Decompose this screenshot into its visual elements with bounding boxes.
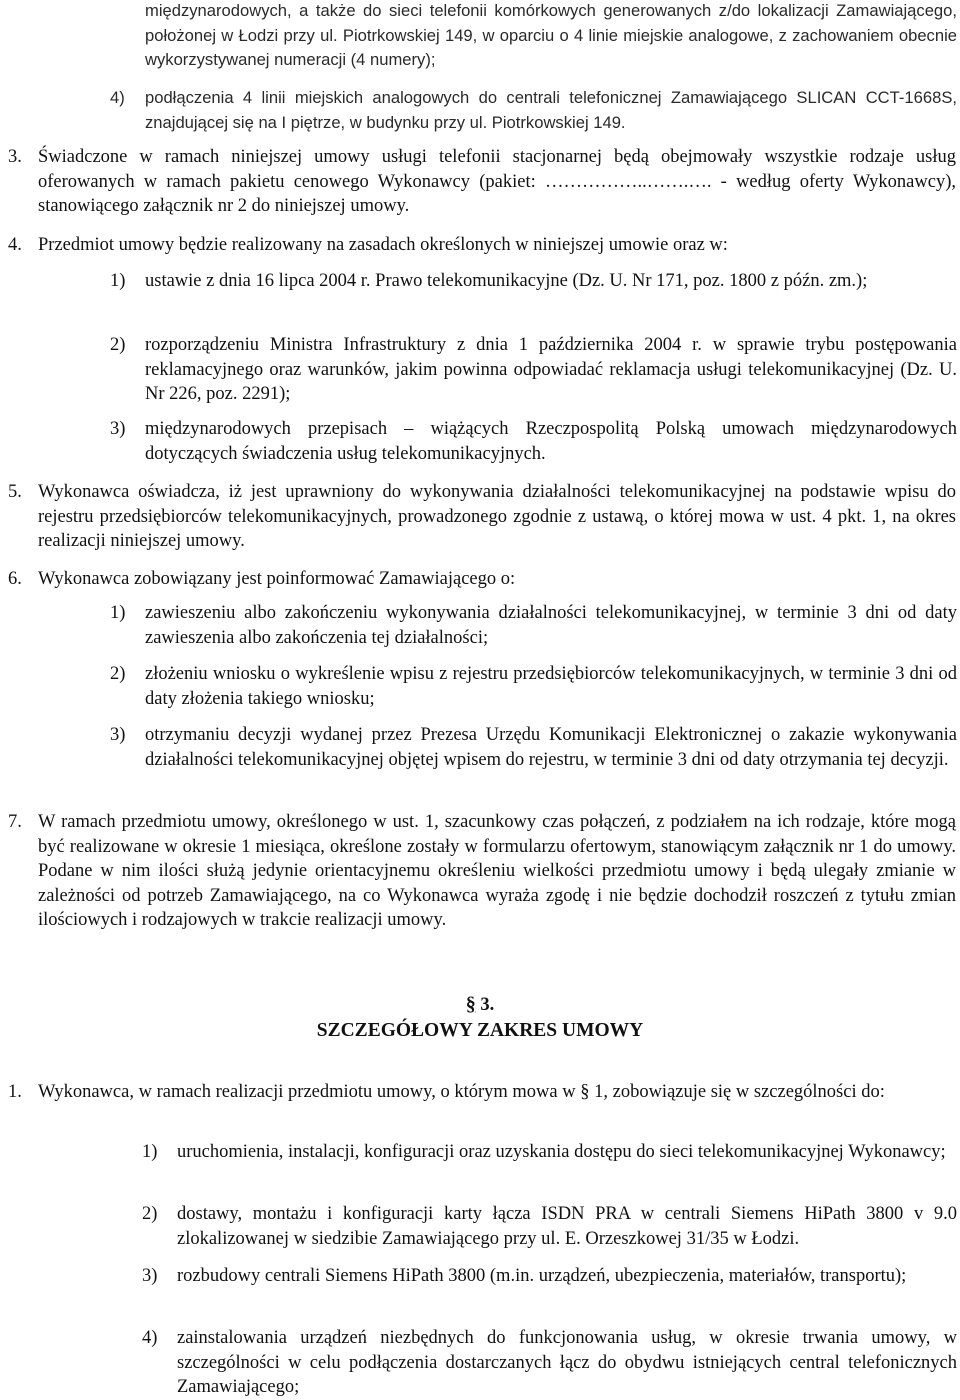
list-item-continuation: międzynarodowych, a także do sieci telefonii komórkowych generowanych z/do lokalizacji Zamawiającego, położonej w Łodzi przy ul. Piotrkowskiej 149, w oparciu o 4 linie miejskie analogowe, z zachowaniem obecnie wykorzystywanej numeracji (4 numery);: [145, 1, 957, 69]
section-number: 3.: [480, 995, 495, 1015]
list-item-number: 3): [142, 1266, 158, 1286]
list-item-text: zawieszeniu albo zakończeniu wykonywania działalności telekomunikacyjnej, w terminie 3 dni od daty zawieszenia albo zakończenia tej działalności;: [145, 603, 957, 648]
paragraph-number: 4.: [8, 235, 22, 255]
list-item-number: 1): [110, 603, 126, 623]
list-item-text: zainstalowania urządzeń niezbędnych do funkcjonowania usług, w okresie trwania umowy, w szczególności w celu podłączenia dostarczanych łącz do obydwu istniejących central telefonicznych Zamawiającego;: [177, 1328, 957, 1397]
list-item-number: 1): [142, 1142, 158, 1162]
list-item-text: uruchomienia, instalacji, konfiguracji oraz uzyskania dostępu do sieci telekomunikacyjnej Wykonawcy;: [177, 1142, 946, 1162]
paragraph-text: Wykonawca zobowiązany jest poinformować Zamawiającego o:: [38, 569, 516, 589]
list-item-text: dostawy, montażu i konfiguracji karty łącza ISDN PRA w centrali Siemens HiPath 3800 v 9.0 zlokalizowanej w siedzibie Zamawiającego przy ul. E. Orzeszkowej 31/35 w Łodzi.: [177, 1204, 957, 1249]
list-item-number: 3): [110, 419, 126, 439]
list-item-text: ustawie z dnia 16 lipca 2004 r. Prawo telekomunikacyjne (Dz. U. Nr 171, poz. 1800 z późn. zm.);: [145, 271, 868, 291]
paragraph-text: Świadczone w ramach niniejszej umowy usługi telefonii stacjonarnej będą obejmowały wszystkie rodzaje usług oferowanych w ramach pakietu cenowego Wykonawcy (pakiet: ……………..…….…. - według oferty Wykonawcy), stanowiącego załącznik nr 2 do niniejszej umowy.: [38, 147, 956, 216]
list-item-number: 1): [110, 271, 126, 291]
paragraph-number: 7.: [8, 812, 22, 832]
list-item-number: 2): [110, 664, 126, 684]
paragraph-number: 3.: [8, 147, 22, 167]
list-item-number: 4): [142, 1328, 158, 1348]
list-item-text: rozporządzeniu Ministra Infrastruktury z dnia 1 października 2004 r. w sprawie trybu postępowania reklamacyjnego oraz warunków, jakim powinna odpowiadać reklamacja usługi telekomunikacyjnej (Dz. U. Nr 226, poz. 2291);: [145, 335, 957, 404]
list-item-number: 4): [110, 88, 125, 107]
paragraph-text: Wykonawca oświadcza, iż jest uprawniony do wykonywania działalności telekomunikacyjnej na podstawie wpisu do rejestru przedsiębiorców telekomunikacyjnych, prowadzonego zgodnie z ustawą, o której mowa w ust. 4 pkt. 1, na okres realizacji niniejszej umowy.: [38, 482, 956, 551]
paragraph-text: W ramach przedmiotu umowy, określonego w ust. 1, szacunkowy czas połączeń, z podziałem na ich rodzaje, które mogą być realizowane w okresie 1 miesiąca, określone zostały w formularzu ofertowym, stanowiącym załącznik nr 1 do umowy. Podane w nim ilości służą jedynie orientacyjnemu określeniu wielkości przedmiotu umowy i będą ulegały zmianie w zależności od potrzeb Zamawiającego, na co Wykonawca wyraża zgodę i nie będzie dochodził roszczeń z tytułu zmian ilościowych i rodzajowych w trakcie realizacji umowy.: [38, 812, 956, 930]
paragraph-number: 1.: [8, 1082, 22, 1102]
list-item-text: międzynarodowych przepisach – wiążących Rzeczpospolitą Polską umowach międzynarodowych dotyczących świadczenia usług telekomunikacyjnych.: [145, 419, 957, 464]
section-heading-number: [0, 992, 960, 1018]
list-item-text: rozbudowy centrali Siemens HiPath 3800 (m.in. urządzeń, ubezpieczenia, materiałów, transportu);: [177, 1266, 907, 1286]
section-title: SZCZEGÓŁOWY ZAKRES UMOWY: [316, 1020, 644, 1041]
paragraph-sign: §: [465, 993, 476, 1015]
paragraph-text: Przedmiot umowy będzie realizowany na zasadach określonych w niniejszej umowie oraz w:: [38, 235, 728, 255]
list-item-text: podłączenia 4 linii miejskich analogowych do centrali telefonicznej Zamawiającego SLICAN CCT-1668S, znajdującej się na I piętrze, w budynku przy ul. Piotrkowskiej 149.: [145, 88, 957, 132]
paragraph-text: Wykonawca, w ramach realizacji przedmiotu umowy, o którym mowa w § 1, zobowiązuje się w szczególności do:: [38, 1082, 885, 1102]
list-item-number: 2): [142, 1204, 158, 1224]
list-item-text: otrzymaniu decyzji wydanej przez Prezesa Urzędu Komunikacji Elektronicznej o zakazie wykonywania działalności telekomunikacyjnej objętej wpisem do rejestru, w terminie 3 dni od daty otrzymania tej decyzji.: [145, 725, 957, 770]
list-item-number: 2): [110, 335, 126, 355]
paragraph-number: 6.: [8, 569, 22, 589]
list-item-number: 3): [110, 725, 126, 745]
list-item-text: złożeniu wniosku o wykreślenie wpisu z rejestru przedsiębiorców telekomunikacyjnych, w terminie 3 dni od daty złożenia takiego wniosku;: [145, 664, 957, 709]
paragraph-number: 5.: [8, 482, 22, 502]
